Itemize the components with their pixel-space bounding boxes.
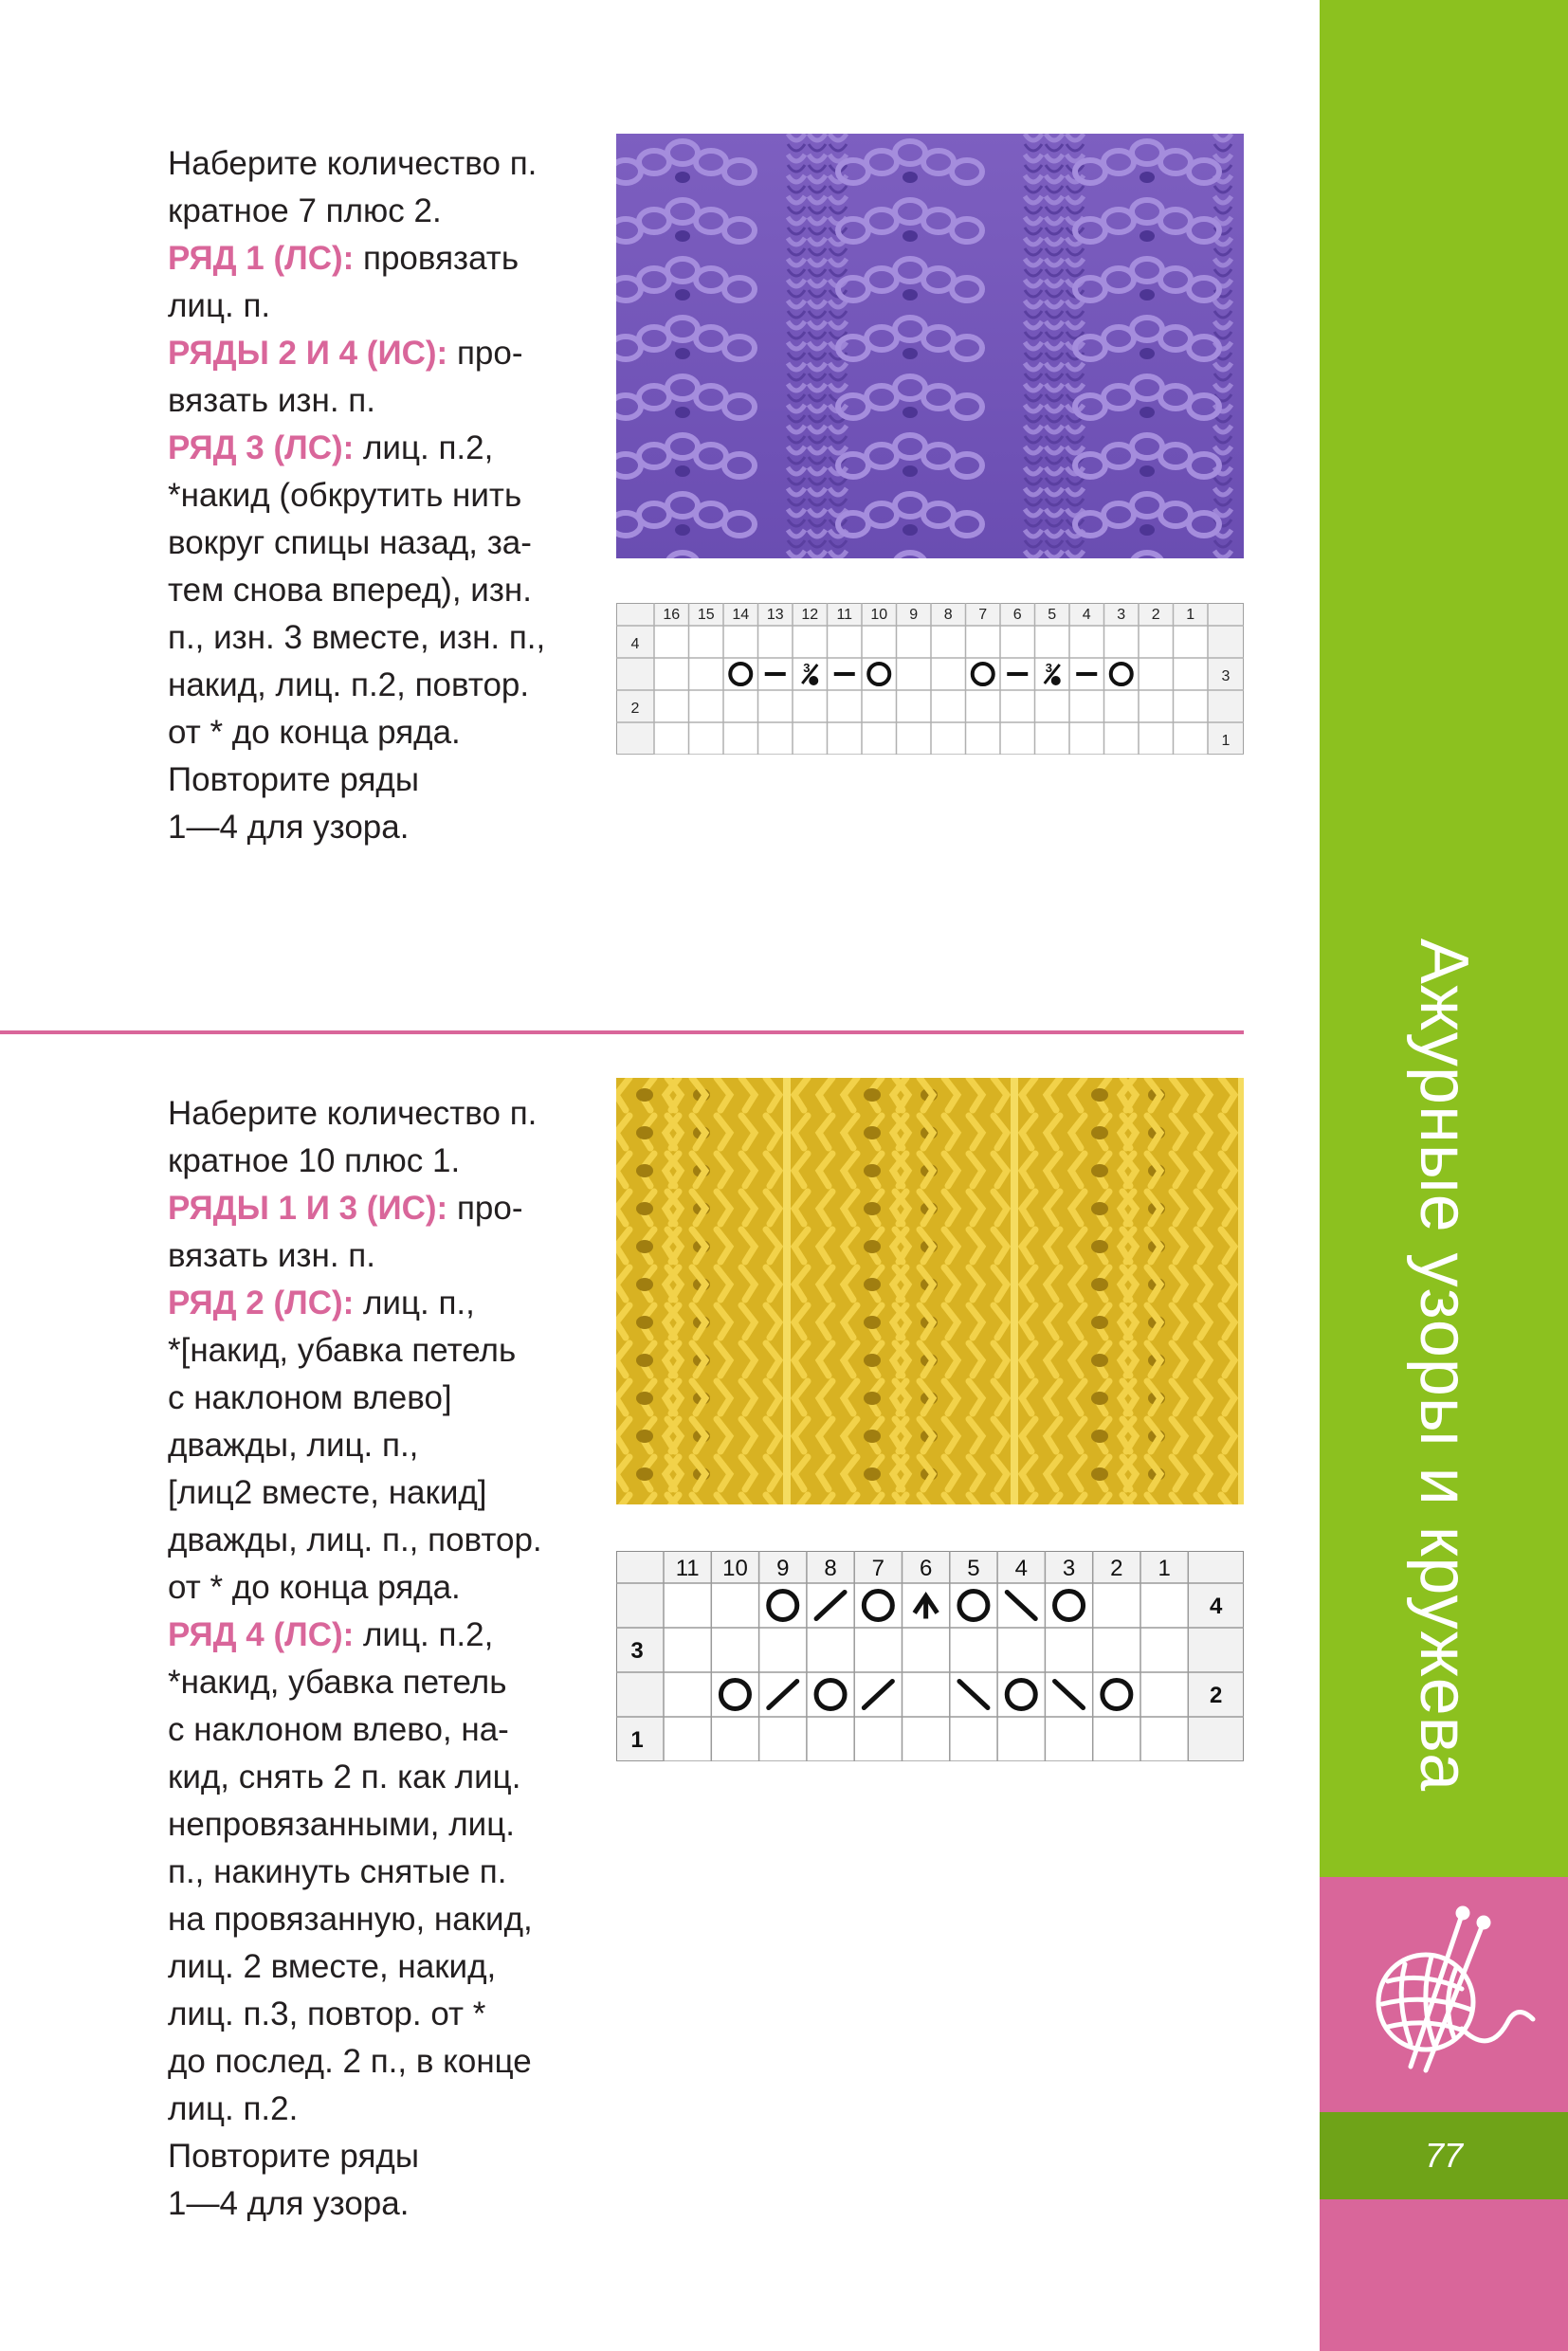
chart-row-label: 3 bbox=[630, 1638, 644, 1664]
instruction-line bbox=[168, 662, 585, 709]
instruction-line bbox=[168, 804, 585, 851]
instruction-text: тем снова вперед), изн. bbox=[168, 572, 532, 609]
instruction-text: Повторите ряды bbox=[168, 2138, 419, 2175]
instruction-line bbox=[168, 282, 585, 330]
instruction-line bbox=[168, 519, 585, 567]
instruction-line bbox=[168, 1991, 585, 2038]
instruction-line bbox=[168, 188, 585, 235]
instruction-line bbox=[168, 330, 585, 377]
chart-col-label: 10 bbox=[722, 1556, 748, 1581]
instruction-text: кратное 10 плюс 1. bbox=[168, 1142, 461, 1179]
instruction-line bbox=[168, 235, 585, 282]
row-label: РЯД 2 (ЛС): bbox=[168, 1285, 355, 1321]
chart-col-label: 4 bbox=[1014, 1556, 1028, 1581]
instruction-line bbox=[168, 1849, 585, 1896]
instruction-line bbox=[168, 756, 585, 804]
instruction-text: лиц. п. bbox=[168, 287, 271, 324]
instruction-line bbox=[168, 2038, 585, 2086]
instruction-line bbox=[168, 1754, 585, 1801]
chart-col-label: 14 bbox=[732, 607, 750, 623]
instruction-text: кид, снять 2 п. как лиц. bbox=[168, 1759, 521, 1795]
pattern2-swatch-photo bbox=[616, 1078, 1244, 1504]
chart-col-label: 3 bbox=[1117, 607, 1126, 623]
instruction-text: 1—4 для узора. bbox=[168, 2185, 410, 2222]
instruction-text: про- bbox=[447, 1190, 523, 1227]
instruction-line bbox=[168, 2086, 585, 2133]
instruction-line bbox=[168, 1943, 585, 1991]
svg-text:3: 3 bbox=[803, 661, 811, 675]
chart-row-label: 4 bbox=[630, 636, 640, 652]
sidebar-bottom-band bbox=[1320, 2199, 1568, 2351]
chapter-title-text: Ажурные узоры и кружева bbox=[1406, 938, 1482, 1793]
section-divider bbox=[0, 1030, 1244, 1034]
instruction-line bbox=[168, 567, 585, 614]
instruction-line bbox=[168, 1469, 585, 1517]
instruction-line bbox=[168, 425, 585, 472]
instruction-text: от * до конца ряда. bbox=[168, 714, 461, 751]
instruction-text: п., накинуть снятые п. bbox=[168, 1853, 507, 1890]
instruction-line bbox=[168, 614, 585, 662]
instruction-text: от * до конца ряда. bbox=[168, 1569, 461, 1606]
instruction-line bbox=[168, 377, 585, 425]
svg-text:3: 3 bbox=[1045, 661, 1052, 675]
instruction-line bbox=[168, 1090, 585, 1138]
instruction-line bbox=[168, 1280, 585, 1327]
instruction-text: лиц. п.3, повтор. от * bbox=[168, 1996, 486, 2032]
instruction-line bbox=[168, 1564, 585, 1612]
instruction-line bbox=[168, 1517, 585, 1564]
yarn-ball-icon bbox=[1320, 1877, 1568, 2112]
chart-row-label: 1 bbox=[1221, 733, 1231, 749]
page-number: 77 bbox=[1320, 2112, 1568, 2199]
instruction-text: лиц. п.2, bbox=[354, 1616, 494, 1653]
instruction-line bbox=[168, 1706, 585, 1754]
row-label: РЯД 1 (ЛС): bbox=[168, 240, 355, 277]
instruction-line bbox=[168, 1375, 585, 1422]
pattern2-instructions bbox=[168, 1090, 585, 2228]
chart-col-label: 1 bbox=[1158, 1556, 1171, 1581]
instruction-line bbox=[168, 709, 585, 756]
chart-col-label: 5 bbox=[967, 1556, 980, 1581]
pattern1-instructions bbox=[168, 140, 585, 851]
chart-col-label: 9 bbox=[776, 1556, 790, 1581]
instruction-text: Повторите ряды bbox=[168, 761, 419, 798]
instruction-line bbox=[168, 140, 585, 188]
instruction-text: *накид (обкрутить нить bbox=[168, 477, 522, 514]
instruction-line bbox=[168, 1612, 585, 1659]
instruction-text: [лиц2 вместе, накид] bbox=[168, 1474, 487, 1511]
instruction-text: провязать bbox=[354, 240, 520, 277]
chart-col-label: 7 bbox=[871, 1556, 885, 1581]
sidebar-icon-band bbox=[1320, 1877, 1568, 2112]
chart-col-label: 4 bbox=[1082, 607, 1091, 623]
chart-col-label: 6 bbox=[1012, 607, 1022, 623]
instruction-text: дважды, лиц. п., bbox=[168, 1427, 419, 1464]
instruction-line bbox=[168, 1896, 585, 1943]
instruction-text: п., изн. 3 вместе, изн. п., bbox=[168, 619, 546, 656]
row-label: РЯДЫ 1 И 3 (ИС): bbox=[168, 1190, 448, 1227]
instruction-text: до послед. 2 п., в конце bbox=[168, 2043, 532, 2080]
instruction-line bbox=[168, 1138, 585, 1185]
instruction-line bbox=[168, 1659, 585, 1706]
instruction-text: непровязанными, лиц. bbox=[168, 1806, 515, 1843]
instruction-text: *накид, убавка петель bbox=[168, 1664, 507, 1701]
instruction-text: *[накид, убавка петель bbox=[168, 1332, 517, 1369]
chart-col-label: 16 bbox=[663, 607, 681, 623]
instruction-text: 1—4 для узора. bbox=[168, 809, 410, 846]
chart-row-label: 2 bbox=[630, 701, 640, 717]
chart-col-label: 8 bbox=[824, 1556, 837, 1581]
chart-col-label: 13 bbox=[766, 607, 784, 623]
chart-col-label: 7 bbox=[978, 607, 988, 623]
row-label: РЯДЫ 2 И 4 (ИС): bbox=[168, 335, 448, 372]
chart-col-label: 1 bbox=[1186, 607, 1195, 623]
instruction-text: накид, лиц. п.2, повтор. bbox=[168, 666, 530, 703]
instruction-line bbox=[168, 2133, 585, 2180]
instruction-text: лиц. п., bbox=[354, 1285, 475, 1321]
instruction-text: кратное 7 плюс 2. bbox=[168, 192, 442, 229]
instruction-line bbox=[168, 1422, 585, 1469]
instruction-line bbox=[168, 1327, 585, 1375]
chart-col-label: 11 bbox=[836, 607, 853, 623]
instruction-line bbox=[168, 1232, 585, 1280]
chart-row-label: 1 bbox=[630, 1727, 644, 1753]
chart-col-label: 15 bbox=[697, 607, 715, 623]
chart-col-label: 5 bbox=[1048, 607, 1057, 623]
chart-col-label: 2 bbox=[1151, 607, 1160, 623]
chart-col-label: 12 bbox=[801, 607, 819, 623]
instruction-text: Наберите количество п. bbox=[168, 145, 538, 182]
instruction-text: дважды, лиц. п., повтор. bbox=[168, 1522, 542, 1558]
instruction-line bbox=[168, 1185, 585, 1232]
chart-col-label: 2 bbox=[1110, 1556, 1123, 1581]
instruction-text: лиц. п.2. bbox=[168, 2090, 299, 2127]
chart-col-label: 11 bbox=[675, 1556, 700, 1581]
chart-row-label: 3 bbox=[1221, 668, 1231, 684]
chart-row-label: 4 bbox=[1209, 1594, 1223, 1619]
pattern2-chart bbox=[616, 1551, 1244, 1761]
row-label: РЯД 3 (ЛС): bbox=[168, 429, 355, 466]
instruction-text: вязать изн. п. bbox=[168, 382, 375, 419]
instruction-text: про- bbox=[447, 335, 523, 372]
instruction-text: лиц. п.2, bbox=[354, 429, 494, 466]
chart-col-label: 6 bbox=[919, 1556, 933, 1581]
instruction-text: с наклоном влево, на- bbox=[168, 1711, 509, 1748]
instruction-line bbox=[168, 1801, 585, 1849]
chart-col-label: 10 bbox=[870, 607, 888, 623]
instruction-text: вязать изн. п. bbox=[168, 1237, 375, 1274]
chart-col-label: 9 bbox=[909, 607, 919, 623]
instruction-text: вокруг спицы назад, за- bbox=[168, 524, 532, 561]
pattern1-chart bbox=[616, 603, 1244, 755]
chapter-title bbox=[1320, 0, 1568, 1877]
chart-col-label: 3 bbox=[1062, 1556, 1076, 1581]
instruction-text: с наклоном влево] bbox=[168, 1379, 452, 1416]
instruction-line bbox=[168, 472, 585, 519]
instruction-text: Наберите количество п. bbox=[168, 1095, 538, 1132]
pattern1-swatch-photo bbox=[616, 134, 1244, 558]
instruction-text: на провязанную, накид, bbox=[168, 1901, 533, 1938]
instruction-line bbox=[168, 2180, 585, 2228]
chart-row-label: 2 bbox=[1209, 1683, 1223, 1708]
instruction-text: лиц. 2 вместе, накид, bbox=[168, 1948, 497, 1985]
chart-col-label: 8 bbox=[943, 607, 953, 623]
row-label: РЯД 4 (ЛС): bbox=[168, 1616, 355, 1653]
